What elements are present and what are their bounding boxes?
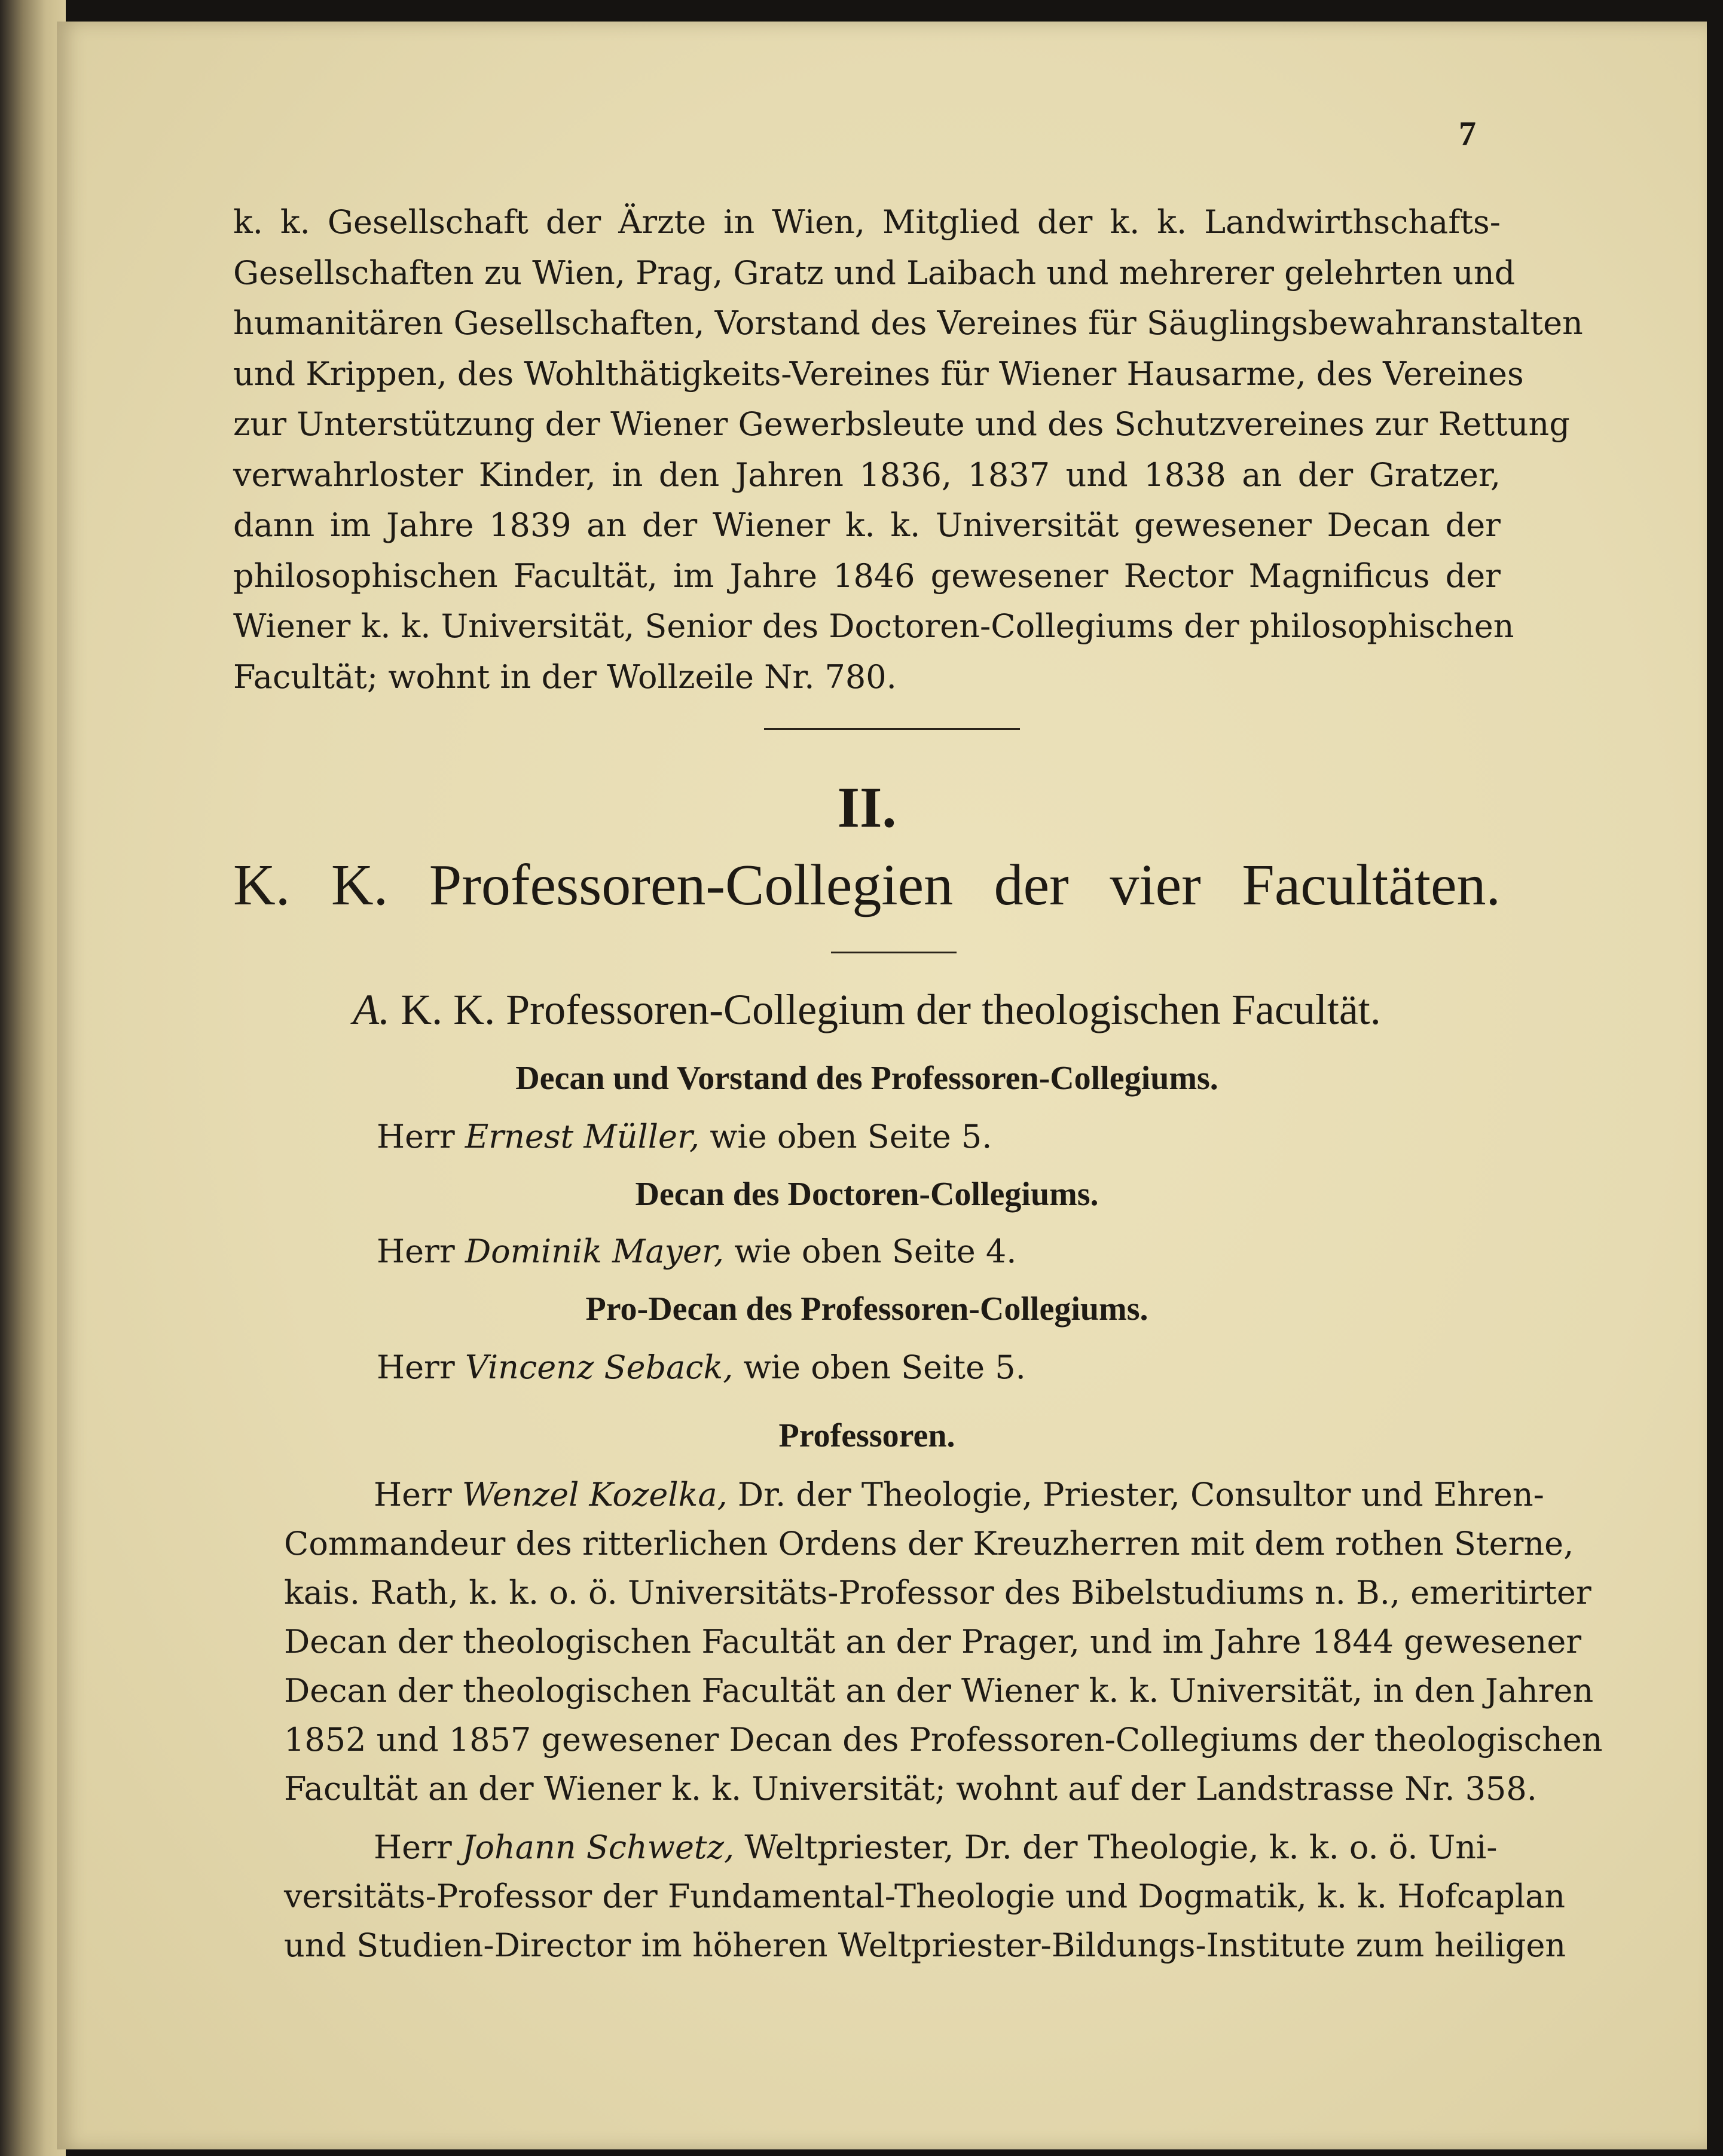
- text-line: Facultät an der Wiener k. k. Universität; wohnt auf der Landstrasse Nr. 358.: [284, 1770, 1537, 1808]
- person-name: Johann Schwetz,: [462, 1828, 735, 1866]
- subsection-heading: [227, 985, 1507, 1035]
- text-line: versitäts-Professor der Fundamental-Theologie und Dogmatik, k. k. Hofcaplan: [284, 1877, 1566, 1915]
- text-line: zur Unterstützung der Wiener Gewerbsleute und des Schutzvereines zur Rettung: [233, 405, 1570, 443]
- subsection-title: K. K. Professoren-Collegium der theologischen Facultät.: [401, 986, 1381, 1033]
- page-reference: wie oben Seite 5.: [710, 1118, 992, 1155]
- honorific: Herr: [374, 1828, 452, 1866]
- office-heading: Decan des Doctoren-Collegiums.: [635, 1176, 1099, 1213]
- person-name: Dominik Mayer,: [465, 1233, 725, 1270]
- title-divider: [831, 952, 957, 953]
- honorific: Herr: [377, 1233, 455, 1270]
- person-name: Vincenz Seback,: [465, 1348, 734, 1386]
- text-line: [284, 1823, 1498, 1872]
- honorific: Herr: [377, 1348, 455, 1386]
- office-heading: Decan und Vorstand des Professoren-Collegiums.: [515, 1060, 1218, 1097]
- text-line: Decan der theologischen Facultät an der Wiener k. k. Universität, in den Jahren: [284, 1672, 1594, 1709]
- section-divider: [764, 728, 1020, 730]
- professor-entry: [284, 1823, 1566, 1970]
- office-entry: [377, 1233, 1016, 1270]
- office-entry: [377, 1118, 992, 1155]
- page-number: 7: [1459, 114, 1476, 153]
- subsection-letter: A.: [353, 986, 390, 1033]
- office-entry: [377, 1348, 1026, 1386]
- book-spine-shadow: [0, 0, 66, 2156]
- text-line: [284, 1470, 1544, 1519]
- text-line: k. k. Gesellschaft der Ärzte in Wien, Mitglied der k. k. Landwirthschafts-: [233, 203, 1501, 241]
- honorific: Herr: [374, 1476, 452, 1513]
- text-line: 1852 und 1857 gewesener Decan des Professoren-Collegiums der theologischen: [284, 1721, 1603, 1759]
- text-line: dann im Jahre 1839 an der Wiener k. k. Universität gewesener Decan der: [233, 506, 1501, 544]
- text-line: Gesellschaften zu Wien, Prag, Gratz und Laibach und mehrerer gelehrten und: [233, 253, 1516, 292]
- text-line: verwahrloster Kinder, in den Jahren 1836, 1837 und 1838 an der Gratzer,: [233, 455, 1501, 494]
- text-line: Decan der theologischen Facultät an der Prager, und im Jahre 1844 gewesener: [284, 1623, 1582, 1660]
- text-line: humanitären Gesellschaften, Vorstand des Vereines für Säuglingsbewahranstalten: [233, 304, 1583, 342]
- person-name: Ernest Müller,: [465, 1118, 700, 1155]
- section-title: K. K. Professoren-Collegien der vier Facultäten.: [233, 853, 1501, 918]
- text-line: Wiener k. k. Universität, Senior des Doctoren-Collegiums der philosophischen: [233, 607, 1514, 645]
- page-reference: wie oben Seite 5.: [743, 1348, 1026, 1386]
- text-line: und Krippen, des Wohlthätigkeits-Vereines für Wiener Hausarme, des Vereines: [233, 354, 1524, 393]
- page-reference: wie oben Seite 4.: [734, 1233, 1017, 1270]
- continuation-paragraph: [233, 197, 1583, 702]
- text-line: Facultät; wohnt in der Wollzeile Nr. 780.: [233, 657, 897, 696]
- honorific: Herr: [377, 1118, 455, 1155]
- professors-heading: Professoren.: [778, 1417, 955, 1454]
- section-number: II.: [837, 775, 897, 839]
- text-line: kais. Rath, k. k. o. ö. Universitäts-Professor des Bibelstudiums n. B., emeritirter: [284, 1574, 1591, 1611]
- text-fragment: Dr. der Theologie, Priester, Consultor und Ehren-: [737, 1476, 1544, 1513]
- text-line: und Studien-Director im höheren Weltpriester-Bildungs-Institute zum heiligen: [284, 1926, 1566, 1964]
- text-fragment: Weltpriester, Dr. der Theologie, k. k. o. ö. Uni-: [744, 1828, 1498, 1866]
- office-heading: Pro-Decan des Professoren-Collegiums.: [585, 1290, 1148, 1328]
- person-name: Wenzel Kozelka,: [462, 1476, 728, 1513]
- professor-entry: [284, 1470, 1603, 1814]
- text-line: philosophischen Facultät, im Jahre 1846 gewesener Rector Magnificus der: [233, 556, 1501, 595]
- text-line: Commandeur des ritterlichen Ordens der Kreuzherren mit dem rothen Sterne,: [284, 1525, 1574, 1562]
